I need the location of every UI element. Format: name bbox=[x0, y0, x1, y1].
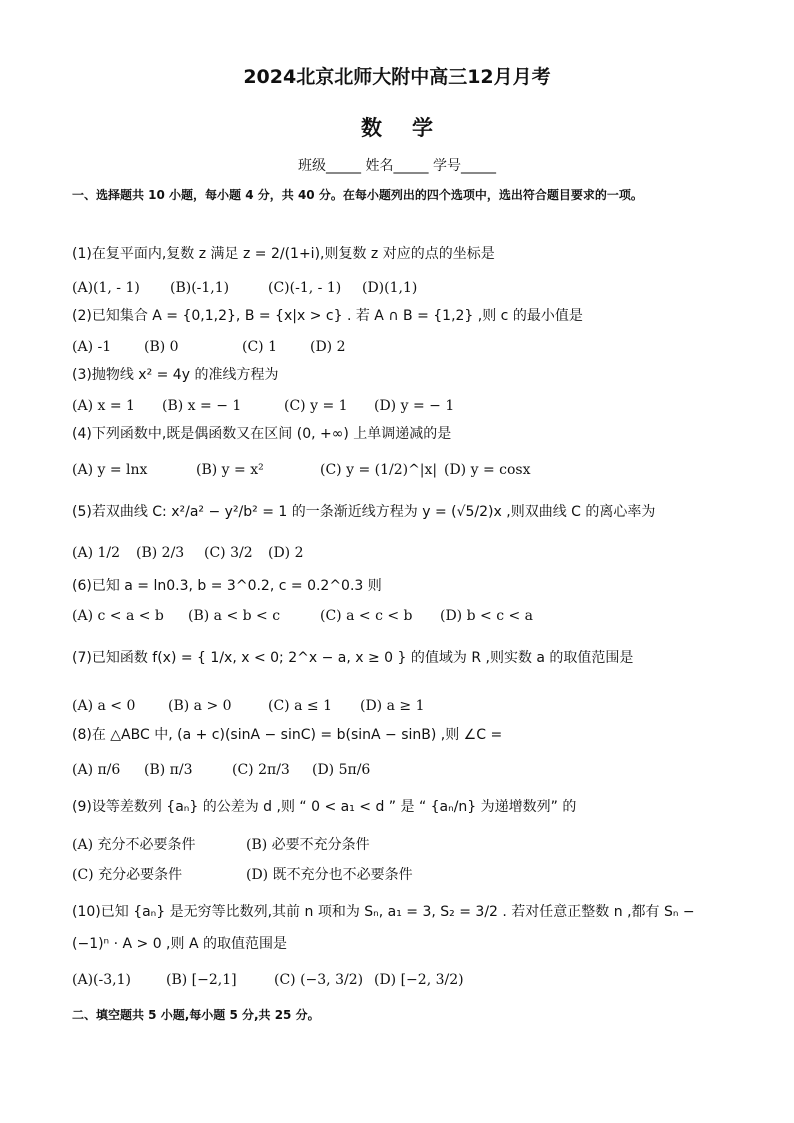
question-10-stem-continued: (−1)ⁿ · A > 0 ,则 A 的取值范围是 bbox=[72, 936, 287, 952]
question-1-stem: (1)在复平面内,复数 z 满足 z = 2/(1+i),则复数 z 对应的点的坐标是 bbox=[72, 246, 495, 262]
option-b: (B) a > 0 bbox=[168, 698, 232, 714]
option-b: (B) a < b < c bbox=[188, 608, 281, 624]
option-d: (D) 2 bbox=[310, 339, 346, 355]
option-c: (C) a < c < b bbox=[320, 608, 413, 624]
option-b: (B) 必要不充分条件 bbox=[246, 837, 370, 853]
question-3-options bbox=[72, 396, 722, 416]
option-c: (C) 2π/3 bbox=[232, 762, 290, 778]
option-a: (A)(1, - 1) bbox=[72, 280, 140, 296]
question-5-options bbox=[72, 543, 722, 563]
option-d: (D) 2 bbox=[268, 545, 304, 561]
option-a: (A) -1 bbox=[72, 339, 112, 355]
option-a: (A) x = 1 bbox=[72, 398, 135, 414]
question-5-stem: (5)若双曲线 C: x²/a² − y²/b² = 1 的一条渐近线方程为 y = (√5/2)x ,则双曲线 C 的离心率为 bbox=[72, 504, 656, 520]
option-b: (B) 2/3 bbox=[136, 545, 185, 561]
option-b: (B) y = x² bbox=[196, 462, 264, 478]
question-3-stem: (3)抛物线 x² = 4y 的准线方程为 bbox=[72, 367, 279, 383]
option-c: (C) y = 1 bbox=[284, 398, 348, 414]
option-b: (B) π/3 bbox=[144, 762, 193, 778]
option-b: (B) x = − 1 bbox=[162, 398, 242, 414]
question-4-stem: (4)下列函数中,既是偶函数又在区间 (0, +∞) 上单调递减的是 bbox=[72, 426, 452, 442]
student-info: 班级_____ 姓名_____ 学号_____ bbox=[298, 158, 496, 174]
page-title: 2024北京北师大附中高三12月月考 bbox=[243, 66, 551, 88]
question-6-options bbox=[72, 606, 722, 626]
option-a: (A) c < a < b bbox=[72, 608, 164, 624]
option-a: (A) 充分不必要条件 bbox=[72, 837, 196, 853]
option-d: (D) 既不充分也不必要条件 bbox=[246, 867, 413, 883]
question-2-options bbox=[72, 337, 722, 357]
option-c: (C) (−3, 3/2) bbox=[274, 972, 364, 988]
section-1-instructions: 一、选择题共 10 小题，每小题 4 分，共 40 分。在每小题列出的四个选项中，选出符合题目要求的一项。 bbox=[72, 188, 643, 202]
question-8-options bbox=[72, 760, 722, 780]
option-b: (B)(-1,1) bbox=[170, 280, 230, 296]
question-7-options bbox=[72, 696, 722, 716]
question-1-options bbox=[72, 278, 722, 298]
question-10-stem: (10)已知 {aₙ} 是无穷等比数列,其前 n 项和为 Sₙ, a₁ = 3, S₂ = 3/2 . 若对任意正整数 n ,都有 Sₙ − bbox=[72, 904, 695, 920]
option-c: (C) y = (1/2)^|x| bbox=[320, 462, 438, 478]
option-d: (D) b < c < a bbox=[440, 608, 534, 624]
question-4-options bbox=[72, 460, 722, 480]
question-9-stem: (9)设等差数列 {aₙ} 的公差为 d ,则 “ 0 < a₁ < d ” 是 “ {aₙ/n} 为递增数列” 的 bbox=[72, 799, 577, 815]
option-c: (C) 1 bbox=[242, 339, 277, 355]
question-8-stem: (8)在 △ABC 中, (a + c)(sinA − sinC) = b(sinA − sinB) ,则 ∠C = bbox=[72, 727, 503, 743]
option-b: (B) 0 bbox=[144, 339, 179, 355]
option-d: (D) 5π/6 bbox=[312, 762, 371, 778]
question-10-options bbox=[72, 970, 722, 990]
option-a: (A)(-3,1) bbox=[72, 972, 131, 988]
option-a: (A) π/6 bbox=[72, 762, 121, 778]
option-d: (D) y = − 1 bbox=[374, 398, 455, 414]
subject-title: 数学 bbox=[361, 116, 463, 140]
option-d: (D) a ≥ 1 bbox=[360, 698, 425, 714]
question-9-options-row-2 bbox=[72, 865, 722, 885]
option-c: (C) 充分必要条件 bbox=[72, 867, 183, 883]
option-d: (D) y = cosx bbox=[444, 462, 531, 478]
question-6-stem: (6)已知 a = ln0.3, b = 3^0.2, c = 0.2^0.3 则 bbox=[72, 578, 382, 594]
section-2-instructions: 二、填空题共 5 小题,每小题 5 分,共 25 分。 bbox=[72, 1008, 320, 1022]
option-c: (C) a ≤ 1 bbox=[268, 698, 332, 714]
option-d: (D)(1,1) bbox=[362, 280, 418, 296]
option-c: (C)(-1, - 1) bbox=[268, 280, 342, 296]
option-b: (B) [−2,1] bbox=[166, 972, 237, 988]
option-a: (A) a < 0 bbox=[72, 698, 136, 714]
question-7-stem: (7)已知函数 f(x) = { 1/x, x < 0; 2^x − a, x ≥ 0 } 的值域为 R ,则实数 a 的取值范围是 bbox=[72, 650, 634, 666]
question-2-stem: (2)已知集合 A = {0,1,2}, B = {x|x > c} . 若 A ∩ B = {1,2} ,则 c 的最小值是 bbox=[72, 308, 583, 324]
option-a: (A) y = lnx bbox=[72, 462, 148, 478]
option-a: (A) 1/2 bbox=[72, 545, 121, 561]
option-d: (D) [−2, 3/2) bbox=[374, 972, 464, 988]
option-c: (C) 3/2 bbox=[204, 545, 253, 561]
question-9-options-row-1 bbox=[72, 835, 722, 855]
